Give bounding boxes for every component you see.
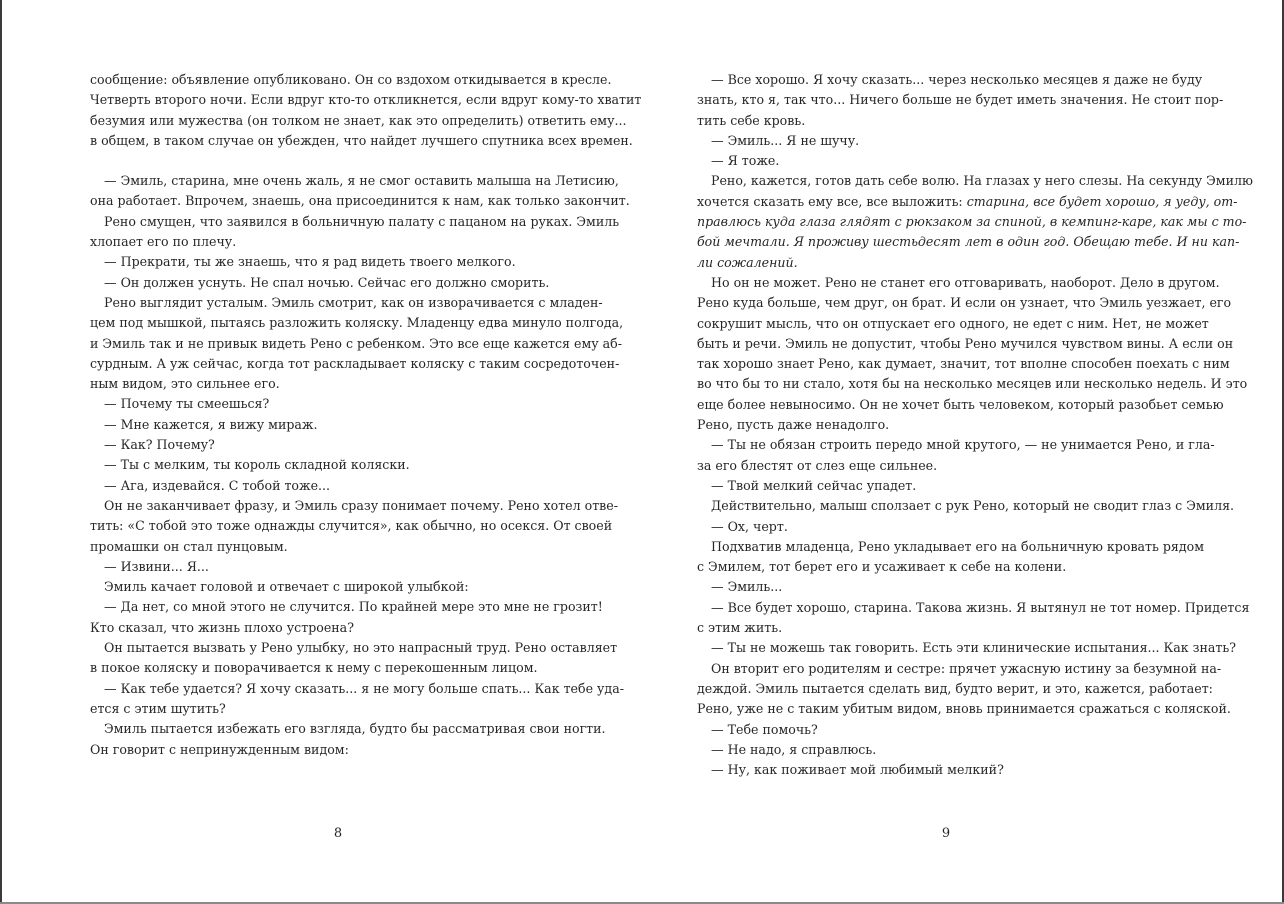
text-line: так хорошо знает Рено, как думает, значит, тот вполне способен поехать с ним [697,356,1230,372]
text-line: и Эмиль так и не привык видеть Рено с ребенком. Это все еще кажется ему аб- [90,335,622,351]
text-line: с этим жить. [697,620,783,636]
text-line: Он говорит с непринужденным видом: [90,741,349,757]
text-line: сообщение: объявление опубликовано. Он со вздохом откидывается в кресле. [90,72,612,87]
text-line: за его блестят от слез еще сильнее. [697,457,938,473]
italic-text-line: бой мечтали. Я проживу шестьдесят лет в один год. Обещаю тебе. И ни кап- [697,234,1240,250]
text-line: Эмиль пытается избежать его взгляда, будто бы рассматривая свои ногти. [104,721,606,737]
text-line: — Как? Почему? [104,437,215,453]
text-line: — Ох, черт. [711,518,788,534]
text-line: сурдным. А уж сейчас, когда тот раскладывает коляску с таким сосредоточен- [90,355,620,371]
text-line: безумия или мужества (он толком не знает, как это определить) ответить ему... [90,112,627,128]
text-line: — Ты с мелким, ты король складной коляски. [104,457,410,473]
text-line: во что бы то ни стало, хотя бы на несколько месяцев или несколько недель. И это [697,376,1248,392]
text-line: сокрушит мысль, что он отпускает его одного, не едет с ним. Нет, не может [697,315,1209,331]
text-line: Рено куда больше, чем друг, он брат. И если он узнает, что Эмиль уезжает, его [697,295,1232,311]
text-line: промашки он стал пунцовым. [90,538,288,554]
text-line: Рено, пусть даже ненадолго. [697,417,890,433]
text-line: — Все хорошо. Я хочу сказать... через несколько месяцев я даже не буду [711,72,1203,87]
text-line: еще более невыносимо. Он не хочет быть человеком, который разобьет семью [697,396,1224,412]
italic-text-line: правлюсь куда глаза глядят с рюкзаком за спиной, в кемпинг-каре, как мы с то- [697,214,1247,230]
text-line: — Почему ты смеешься? [104,396,270,412]
text-line: Кто сказал, что жизнь плохо устроена? [90,619,354,635]
text-line: — Ага, издевайся. С тобой тоже... [104,477,331,493]
text-line: — Я тоже. [711,153,780,169]
text-line: в покое коляску и поворачивается к нему с перекошенным лицом. [90,660,538,676]
text-line: хлопает его по плечу. [90,234,237,250]
italic-text-line: ли сожалений. [697,254,798,270]
text-line: — Эмиль... [711,579,783,595]
text-line: — Да нет, со мной этого не случится. По крайней мере это мне не грозит! [104,599,603,615]
text-line: — Ну, как поживает мой любимый мелкий? [711,762,1004,778]
text-line: — Эмиль... Я не шучу. [711,132,860,148]
text-line: Эмиль качает головой и отвечает с широкой улыбкой: [104,579,469,595]
text-line: — Он должен уснуть. Не спал ночью. Сейчас его должно сморить. [104,274,550,290]
text-line: Действительно, малыш сползает с рук Рено, который не сводит глаз с Эмиля. [711,498,1235,514]
text-line: Подхватив младенца, Рено укладывает его на больничную кровать рядом [711,538,1205,554]
text-line: тить себе кровь. [697,112,806,128]
text-span: хочется сказать ему все, все выложить: [697,193,963,209]
text-line: деждой. Эмиль пытается сделать вид, будто верит, и это, кажется, работает: [697,680,1213,696]
text-line: — Не надо, я справлюсь. [711,741,877,757]
text-line: Но он не может. Рено не станет его отговаривать, наоборот. Дело в другом. [711,274,1220,290]
text-line: в общем, в таком случае он убежден, что найдет лучшего спутника всех времен. [90,132,633,148]
paragraph-gap [90,151,585,171]
text-line: Рено выглядит усталым. Эмиль смотрит, как он изворачивается с младен- [104,294,603,310]
text-line: Он вторит его родителям и сестре: прячет ужасную истину за безумной на- [711,660,1222,676]
right-page [697,70,1253,780]
text-line: ным видом, это сильнее его. [90,376,280,392]
text-line: цем под мышкой, пытаясь разложить коляску. Младенцу едва минуло полгода, [90,315,624,331]
left-page-number: 8 [333,826,343,841]
text-line: быть и речи. Эмиль не допустит, чтобы Рено мучился чувством вины. А если он [697,335,1234,351]
text-line: — Ты не можешь так говорить. Есть эти клинические испытания... Как знать? [711,640,1237,656]
text-line: — Твой мелкий сейчас упадет. [711,477,917,493]
text-line: знать, кто я, так что... Ничего больше не будет иметь значения. Не стоит пор- [697,92,1224,108]
text-line: — Мне кажется, я вижу мираж. [104,416,318,432]
left-page-text [90,70,642,760]
right-page-text [697,70,1253,780]
text-line: — Прекрати, ты же знаешь, что я рад видеть твоего мелкого. [104,254,516,270]
left-page [90,70,642,760]
text-line: — Извини... Я... [104,558,209,574]
text-line: ется с этим шутить? [90,700,226,716]
text-line [697,192,1238,212]
text-line: Он пытается вызвать у Рено улыбку, но это напрасный труд. Рено оставляет [104,640,618,656]
text-line: тить: «С тобой это тоже однажды случится», как обычно, но осекся. От своей [90,518,613,534]
text-line: Рено, уже не с таким убитым видом, вновь принимается сражаться с коляской. [697,701,1231,717]
text-line: Он не заканчивает фразу, и Эмиль сразу понимает почему. Рено хотел отве- [104,497,618,513]
text-line: Рено, кажется, готов дать себе волю. На глазах у него слезы. На секунду Эмилю [711,173,1253,189]
italic-text-span: старина, все будет хорошо, я уеду, от- [966,193,1238,209]
text-line: — Ты не обязан строить передо мной крутого, — не унимается Рено, и гла- [711,437,1215,453]
right-page-number: 9 [941,826,951,841]
text-line: с Эмилем, тот берет его и усаживает к себе на колени. [697,559,1067,575]
text-line: — Как тебе удается? Я хочу сказать... я не могу больше спать... Как тебе уда- [104,680,624,696]
text-line: Четверть второго ночи. Если вдруг кто-то откликнется, если вдруг кому-то хватит [90,92,642,108]
text-line: Рено смущен, что заявился в больничную палату с пацаном на руках. Эмиль [104,213,620,229]
text-line: — Тебе помочь? [711,721,818,737]
text-line: — Эмиль, старина, мне очень жаль, я не смог оставить малыша на Летисию, [104,173,619,189]
text-line: — Все будет хорошо, старина. Такова жизнь. Я вытянул не тот номер. Придется [711,599,1250,615]
left-edge-shadow [0,0,2,904]
text-line: она работает. Впрочем, знаешь, она присоединится к нам, как только закончит. [90,193,630,209]
